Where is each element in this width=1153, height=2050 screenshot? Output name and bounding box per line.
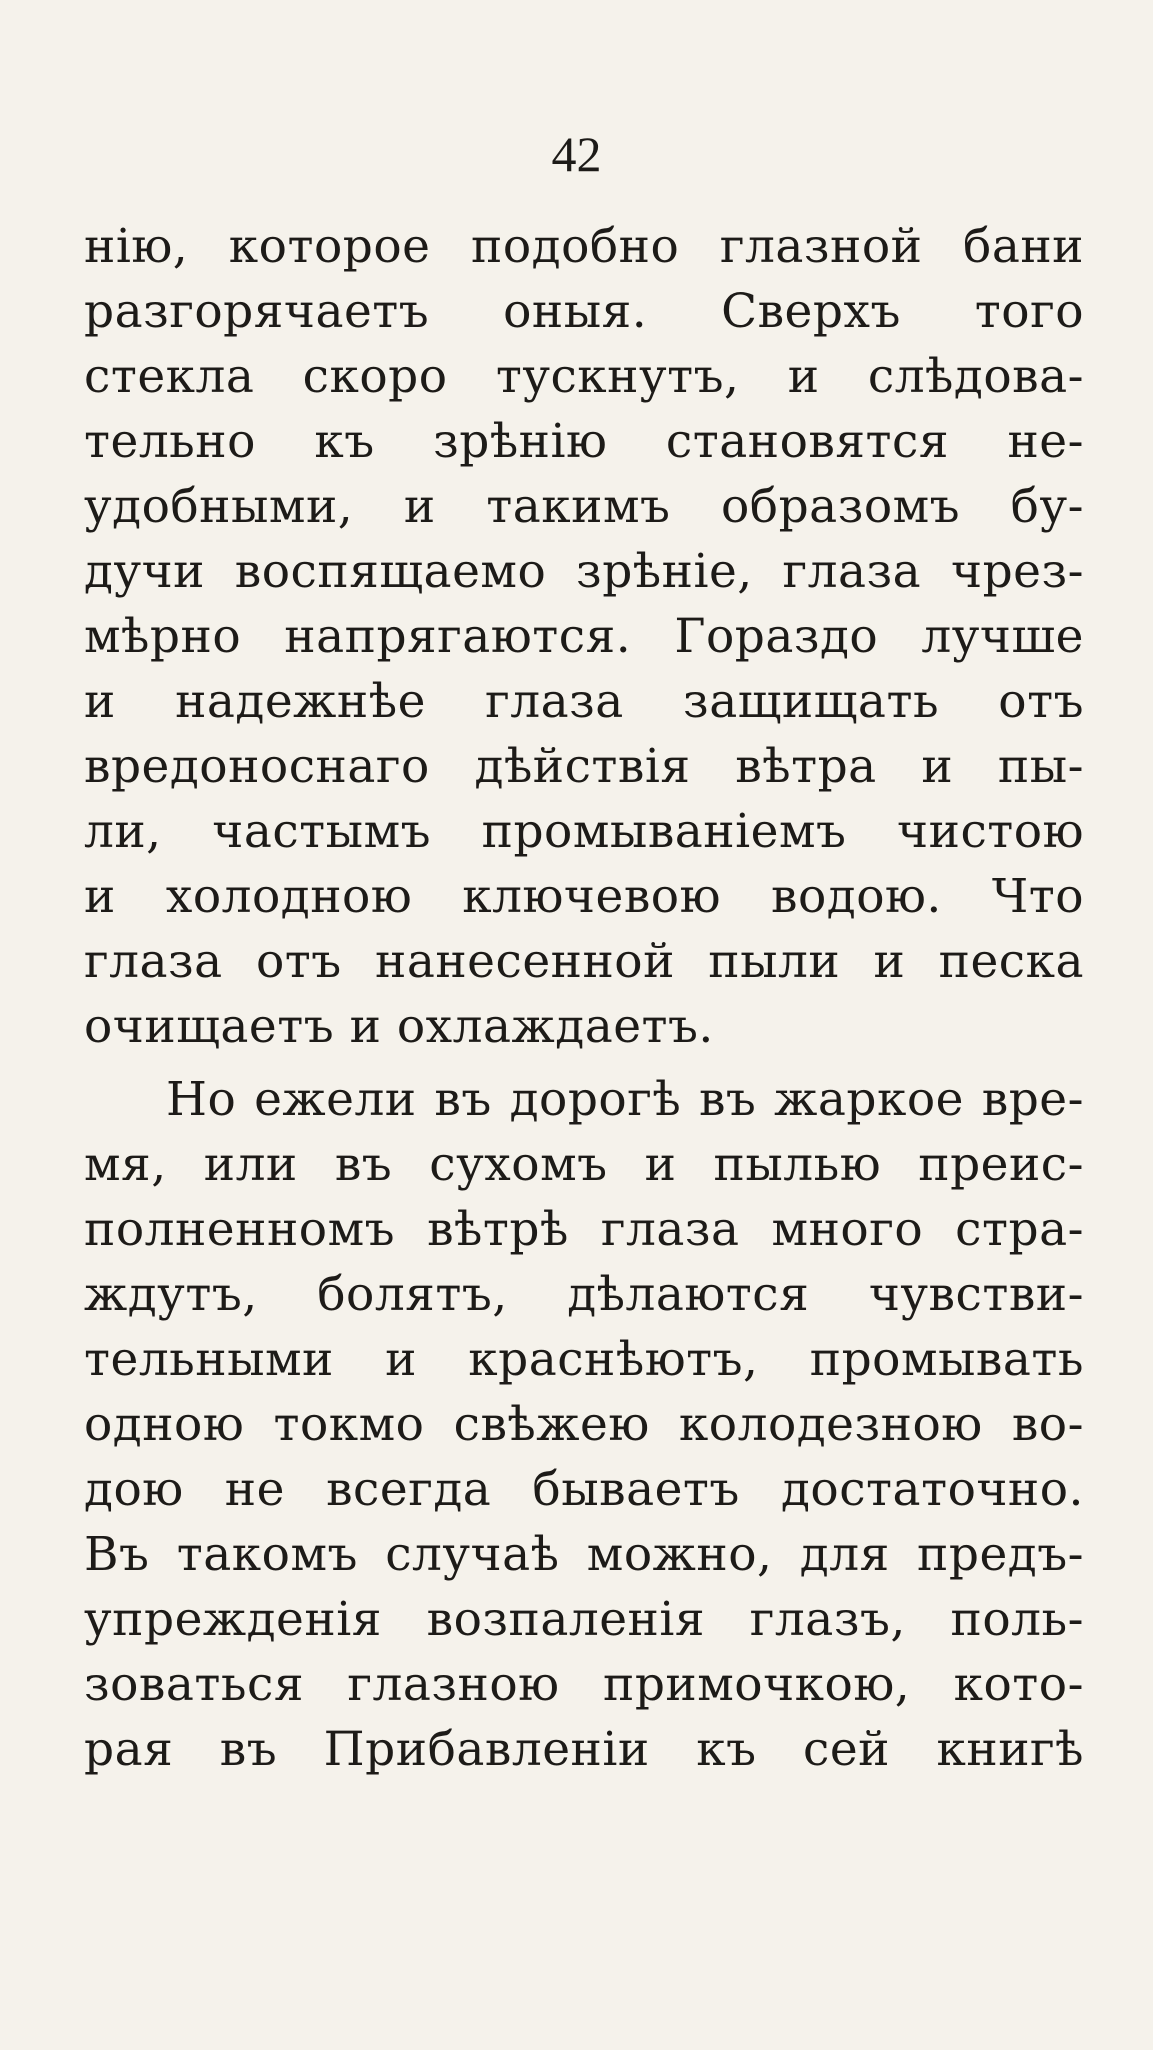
text-line: дою не всегда бываетъ достаточно. — [84, 1462, 1084, 1517]
page-number: 42 — [551, 126, 602, 182]
text-line: упрежденія возпаленія глазъ, поль- — [84, 1592, 1084, 1647]
text-line: и надежнѣе глаза защищать отъ — [84, 674, 1084, 729]
text-line: рая въ Прибавленіи къ сей книгѣ — [84, 1722, 1084, 1777]
text-line: очищаетъ и охлаждаетъ. — [84, 999, 714, 1054]
text-line: ждутъ, болятъ, дѣлаются чувстви- — [84, 1267, 1084, 1322]
text-line: дучи воспящаемо зрѣніе, глаза чрез- — [84, 544, 1084, 599]
text-line: полненномъ вѣтрѣ глаза много стра- — [84, 1202, 1084, 1257]
text-line: вредоноснаго дѣйствія вѣтра и пы- — [84, 739, 1084, 794]
text-line: Въ такомъ случаѣ можно, для предъ- — [84, 1527, 1084, 1582]
text-line: мя, или въ сухомъ и пылью преис- — [84, 1137, 1084, 1192]
text-line: нію, которое подобно глазной бани — [84, 219, 1084, 274]
text-line: удобными, и такимъ образомъ бу- — [84, 479, 1084, 534]
paragraph-gap — [84, 1059, 1084, 1067]
text-line: тельными и краснѣютъ, промывать — [84, 1332, 1084, 1387]
text-line: разгорячаетъ оныя. Сверхъ того — [84, 284, 1084, 339]
text-line: глаза отъ нанесенной пыли и песка — [84, 934, 1084, 989]
body-text — [84, 214, 1084, 1782]
text-line: ли, частымъ промываніемъ чистою — [84, 804, 1084, 859]
text-line: одною токмо свѣжею колодезною во- — [84, 1397, 1084, 1452]
text-line: и холодною ключевою водою. Что — [84, 869, 1084, 924]
text-line: стекла скоро тускнутъ, и слѣдова- — [84, 349, 1084, 404]
text-line: тельно къ зрѣнію становятся не- — [84, 414, 1084, 469]
text-line: мѣрно напрягаются. Гораздо лучше — [84, 609, 1084, 664]
text-line: зоваться глазною примочкою, кото- — [84, 1657, 1084, 1712]
text-line: Но ежели въ дорогѣ въ жаркое вре- — [166, 1072, 1084, 1127]
